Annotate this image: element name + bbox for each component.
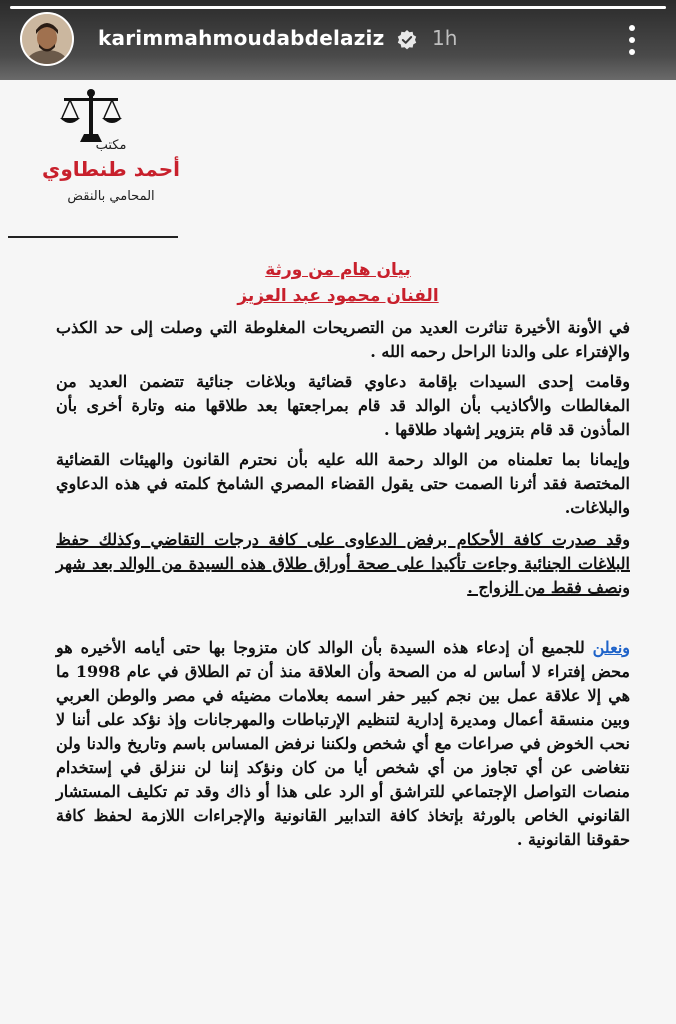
story-progress-bar [10,6,666,9]
scales-of-justice-icon [58,88,124,144]
story-timestamp: 1h [432,26,458,50]
letterhead-lawyer-name: أحمد طنطاوي [42,157,180,181]
paragraph-5-text: للجميع أن إدعاء هذه السيدة بأن الوالد كان متزوجا بها حتى أيامه الأخيره هو محض إفتراء لا أساس له من الصحة وأن العلاقة منذ أن تم الطلاق في عام 1998 ما هي إلا علاقة عمل بين نجم كبير حفر اسمه بعلامات مضيئه في مصر والوطن العربي وبين منسقة أعمال ومديرة إدارية لتنظيم الإرتباطات والمهرجانات وإذ نؤكد على أننا لا نحب الخوض في صراعات مع أي شخص ولكننا نرفض المساس باسم وتاريخ والدنا ولن نتغاضى عن أي تجاوز من أي شخص أيا من كان ونؤكد إننا لن ننزلق في إستخدام منصات التواصل الإجتماعي للتراشق أو الرد على هذا أو ذاك وقد تم تكليف المستشار القانوني الخاص بالورثة بإتخاذ كافة التدابير القانونية والإجراءات اللازمة لحفظ كافة حقوقنا القانونية . [56,638,631,849]
profile-photo [22,14,72,64]
statement-heading-line2: الفنان محمود عبد العزيز [237,286,439,306]
paragraph-3: وإيمانا بما تعلمناه من الوالد رحمة الله عليه بأن نحترم القانون والهيئات القضائية المختصة فقد أثرنا الصمت حتى يقول القضاء المصري الشامخ كلمته في هذه الدعاوي والبلاغات. [56,450,630,517]
statement-document [0,80,676,1024]
statement-heading-line1: بيان هام من ورثة [265,260,411,280]
paragraph-1: في الأونة الأخيرة تناثرت العديد من التصريحات المغلوطة التي وصلت إلى حد الكذب والإفتراء على والدنا الراحل رحمه الله . [56,318,630,361]
paragraph-2: وقامت إحدى السيدات بإقامة دعاوي قضائية وبلاغات جنائية تتضمن العديد من المغالطات والأكاذيب بأن الوالد قد قام بمراجعتها بعد طلاقها منه وتارة أخرى بأن المأذون قد قام بتزوير إشهاد طلاقها . [56,372,630,439]
story-header [0,0,676,80]
story-username[interactable]: karimmahmoudabdelaziz [98,26,385,50]
letterhead-lawyer-title: المحامي بالنقض [67,189,155,204]
paragraph-4-underlined [56,528,630,600]
letterhead-office: مكتب [95,138,127,153]
avatar[interactable] [22,14,72,64]
paragraph-5 [56,636,630,852]
story-progress-fill [10,6,666,9]
more-vertical-icon[interactable] [624,22,640,58]
paragraph-5-lead-word: ونعلن [592,638,630,657]
verified-badge-icon [396,29,418,51]
letterhead-divider [8,236,178,238]
paragraph-4-text: وقد صدرت كافة الأحكام برفض الدعاوى على كافة درجات التقاضي وكذلك حفظ البلاغات الجنائية وجاءت تأكيدا على صحة أوراق طلاق هذه السيدة من الوالد بعد شهر ونصف فقط من الزواج . [56,530,630,597]
